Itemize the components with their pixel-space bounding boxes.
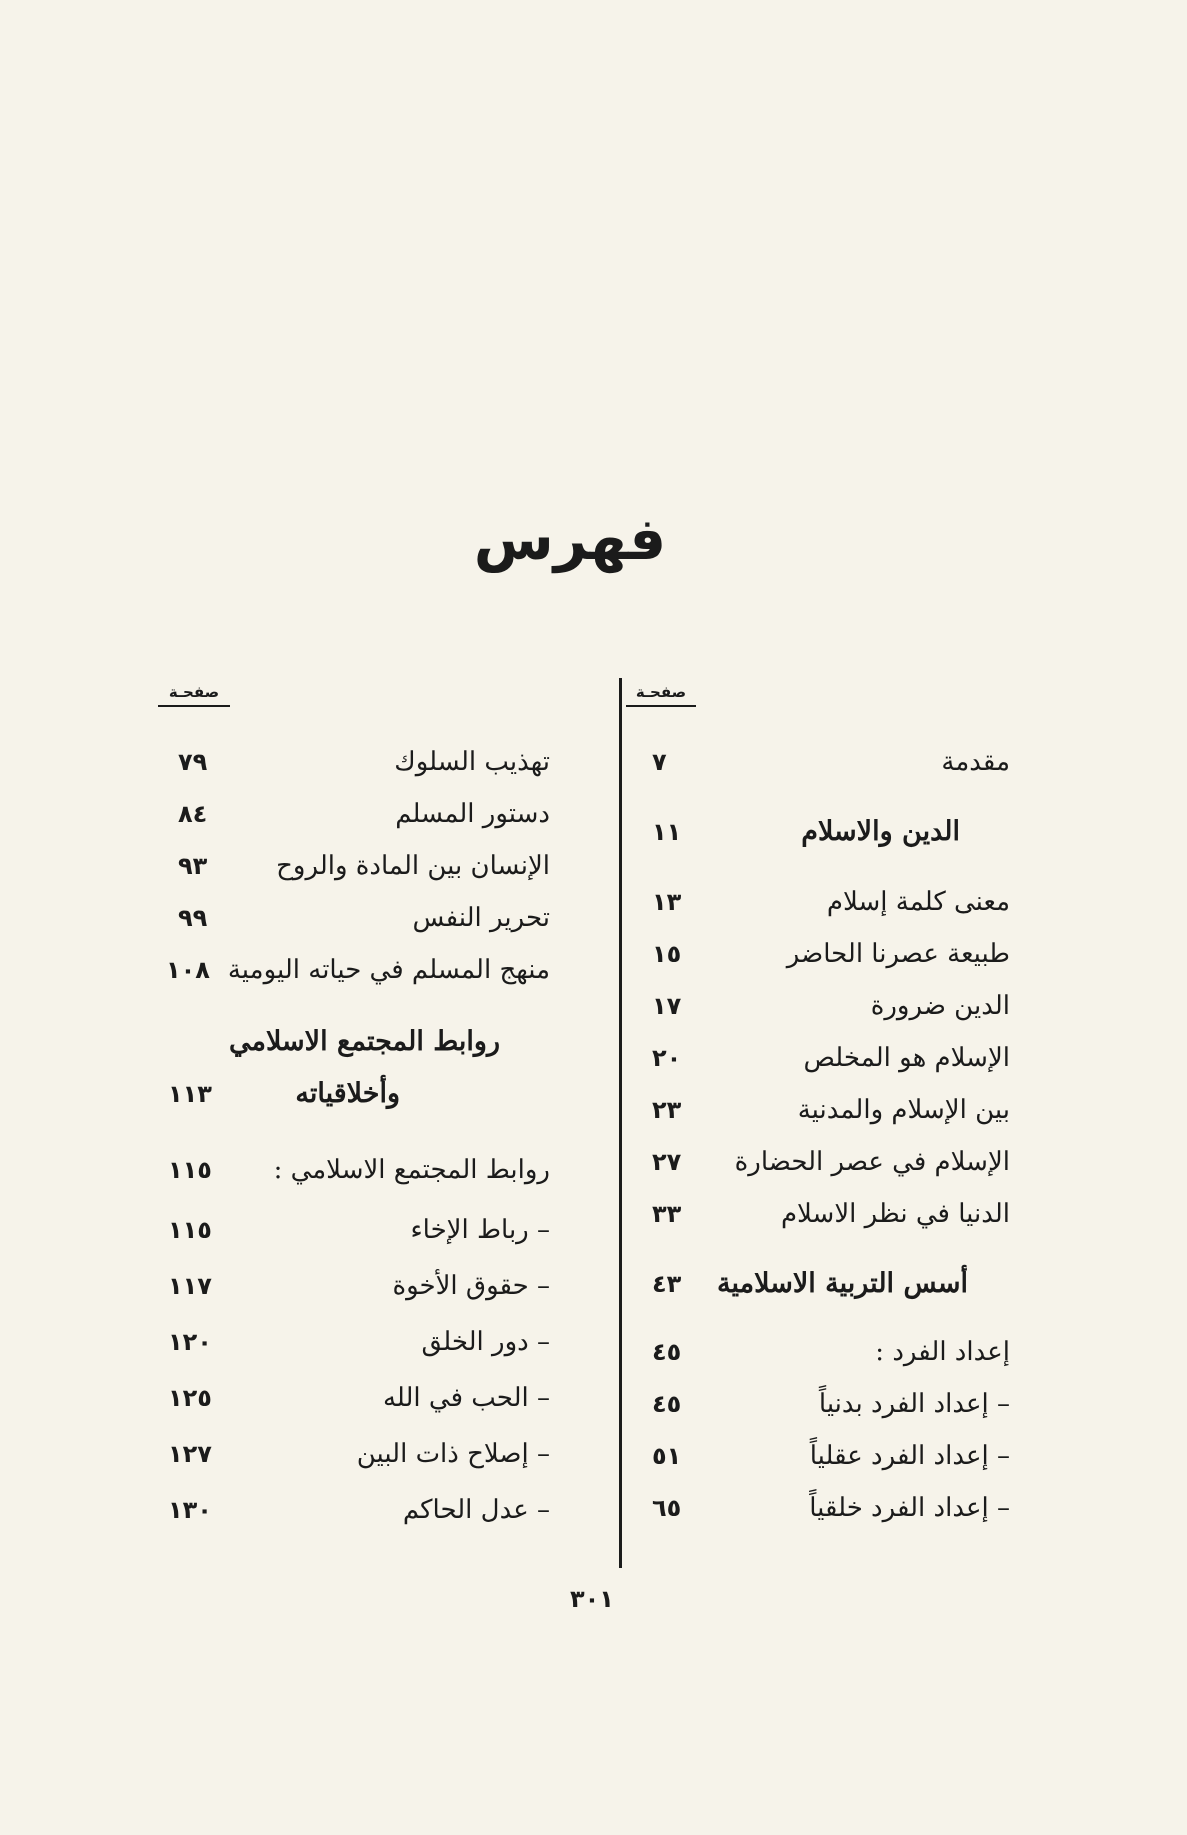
- toc-entry: [640, 932, 1010, 976]
- entry-page: ١١٧: [168, 1272, 212, 1300]
- entry-page: ٢٣: [652, 1096, 682, 1124]
- entry-page: ٦٥: [652, 1494, 682, 1522]
- toc-entry: [640, 1140, 1010, 1184]
- entry-page: ٩٩: [178, 904, 208, 932]
- toc-entry: [160, 1376, 550, 1420]
- entry-page: ٥١: [652, 1442, 682, 1470]
- entry-page: ١١: [652, 818, 682, 846]
- entry-page: ١٢٧: [168, 1440, 212, 1468]
- toc-section: [160, 1072, 550, 1116]
- entry-page: ٤٣: [652, 1270, 682, 1298]
- entry-title: إعداد الفرد :: [875, 1337, 1010, 1367]
- entry-page: ٤٥: [652, 1338, 682, 1366]
- entry-title: بين الإسلام والمدنية: [797, 1095, 1010, 1125]
- entry-title: – دور الخلق: [421, 1327, 550, 1357]
- entry-title: دستور المسلم: [395, 799, 550, 829]
- toc-section: [160, 1020, 550, 1064]
- entry-page: ٩٣: [178, 852, 208, 880]
- entry-title: معنى كلمة إسلام: [826, 887, 1010, 917]
- page-number: ٣٠١: [570, 1585, 614, 1613]
- entry-page: ٢٧: [652, 1148, 682, 1176]
- toc-entry: [160, 1148, 550, 1192]
- toc-entry: [160, 896, 550, 940]
- toc-entry: [160, 1208, 550, 1252]
- entry-title: الدين والاسلام: [801, 816, 960, 847]
- toc-entry: [160, 1432, 550, 1476]
- entry-title: – إعداد الفرد خلقياً: [809, 1493, 1010, 1523]
- toc-entry: [640, 740, 1010, 784]
- entry-title: أسس التربية الاسلامية: [717, 1268, 968, 1299]
- entry-page: ١٥: [652, 940, 682, 968]
- entry-title: الدين ضرورة: [870, 991, 1010, 1021]
- entry-title: تحرير النفس: [412, 903, 550, 933]
- toc-entry: [160, 948, 550, 992]
- entry-title: – إعداد الفرد بدنياً: [818, 1389, 1010, 1419]
- entry-page: ١٧: [652, 992, 682, 1020]
- entry-title: الإسلام هو المخلص: [803, 1043, 1010, 1073]
- entry-page: ٢٠: [652, 1044, 682, 1072]
- entry-title: الإسلام في عصر الحضارة: [734, 1147, 1010, 1177]
- toc-entry: [640, 1192, 1010, 1236]
- toc-entry: [160, 740, 550, 784]
- column-divider: [619, 678, 622, 1568]
- entry-page: ١٣: [652, 888, 682, 916]
- toc-entry: [160, 1488, 550, 1532]
- toc-entry: [640, 984, 1010, 1028]
- entry-page: ١١٥: [168, 1216, 212, 1244]
- toc-entry: [160, 1264, 550, 1308]
- toc-entry: [160, 844, 550, 888]
- entry-page: ١٠٨: [166, 956, 210, 984]
- entry-title: – إعداد الفرد عقلياً: [809, 1441, 1010, 1471]
- toc-entry: [640, 1382, 1010, 1426]
- entry-title: مقدمة: [941, 747, 1010, 777]
- entry-page: ١١٣: [168, 1080, 212, 1108]
- entry-title: روابط المجتمع الاسلامي :: [273, 1155, 550, 1185]
- left-column-page-header: صفحـة: [158, 683, 230, 707]
- entry-title: الدنيا في نظر الاسلام: [780, 1199, 1010, 1229]
- entry-page: ٧: [652, 748, 667, 776]
- toc-section: [640, 810, 1010, 854]
- entry-title: – إصلاح ذات البين: [356, 1439, 550, 1469]
- entry-page: ٨٤: [178, 800, 208, 828]
- toc-section: [640, 1262, 1010, 1306]
- right-column-page-header: صفحـة: [626, 683, 696, 707]
- toc-entry: [160, 1320, 550, 1364]
- entry-page: ١٣٠: [168, 1496, 212, 1524]
- entry-title: – عدل الحاكم: [402, 1495, 550, 1525]
- toc-entry: [640, 1036, 1010, 1080]
- entry-title: – رباط الإخاء: [410, 1215, 550, 1245]
- entry-title: – حقوق الأخوة: [392, 1271, 550, 1301]
- entry-title: وأخلاقياته: [295, 1078, 400, 1109]
- entry-title: تهذيب السلوك: [394, 747, 550, 777]
- entry-page: ١٢٠: [168, 1328, 212, 1356]
- toc-entry: [160, 792, 550, 836]
- entry-page: ١٢٥: [168, 1384, 212, 1412]
- entry-title: – الحب في الله: [382, 1383, 550, 1413]
- toc-entry: [640, 1486, 1010, 1530]
- entry-title: طبيعة عصرنا الحاضر: [786, 939, 1010, 969]
- entry-title: روابط المجتمع الاسلامي: [228, 1026, 500, 1057]
- toc-entry: [640, 880, 1010, 924]
- toc-entry: [640, 1330, 1010, 1374]
- toc-entry: [640, 1434, 1010, 1478]
- page-title: فهرس: [473, 505, 667, 573]
- entry-page: ٤٥: [652, 1390, 682, 1418]
- entry-page: ١١٥: [168, 1156, 212, 1184]
- entry-title: الإنسان بين المادة والروح: [276, 851, 550, 881]
- entry-page: ٧٩: [178, 748, 208, 776]
- entry-title: منهج المسلم في حياته اليومية: [227, 955, 550, 985]
- entry-page: ٣٣: [652, 1200, 682, 1228]
- toc-entry: [640, 1088, 1010, 1132]
